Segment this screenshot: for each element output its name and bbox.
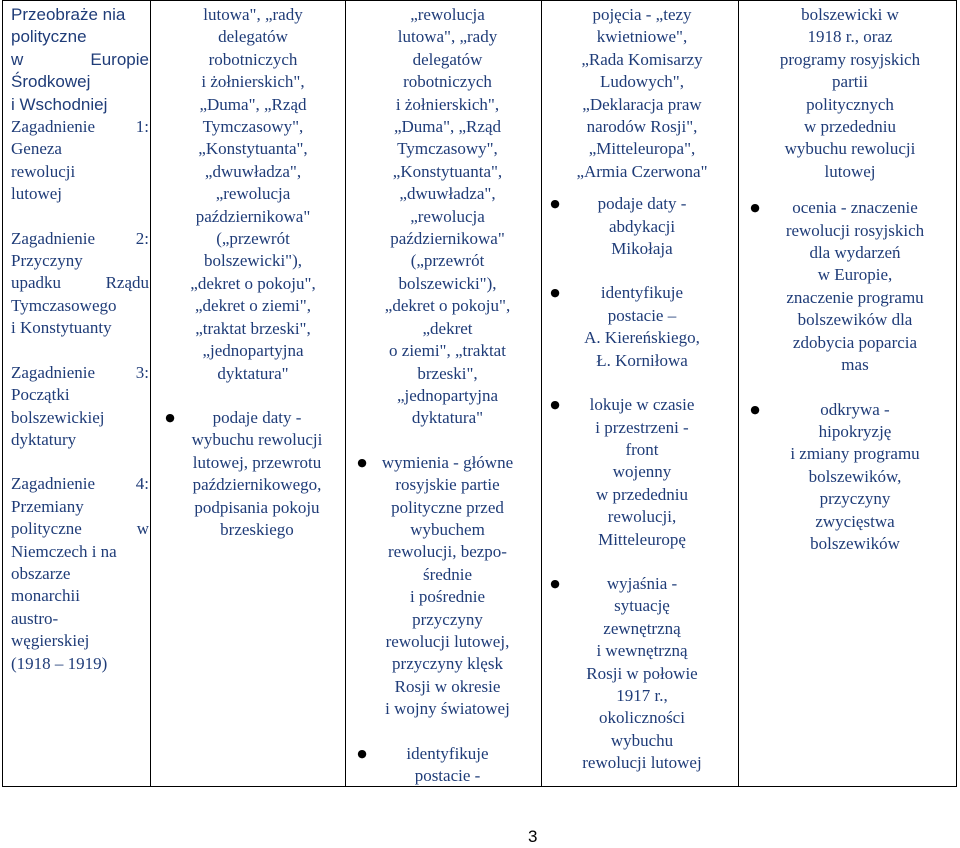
topic-line: monarchii	[11, 586, 80, 606]
bullet-item	[355, 452, 540, 721]
topic-line: austro-	[11, 608, 59, 628]
text-line: „rewolucja	[410, 5, 485, 24]
topic-word: 1:	[135, 117, 149, 137]
topic-line	[11, 518, 149, 540]
text-line: październikowego,	[192, 475, 322, 495]
topic-word: w	[136, 519, 149, 539]
text-line: i przestrzeni -	[595, 417, 689, 437]
text-line: znaczenie programu	[786, 287, 924, 307]
paragraph-gap	[11, 206, 149, 228]
text-line: dyktatura"	[411, 408, 484, 428]
topic-line: Środkowej	[11, 72, 91, 92]
text-line: „dekret o pokoju",	[190, 273, 316, 293]
topic-line: bolszewickiej	[11, 407, 105, 427]
topic-line: Początki	[11, 385, 70, 405]
requirements-column-good	[548, 4, 736, 775]
topic-line: lutowej	[11, 184, 62, 204]
bullet-icon: ●	[357, 746, 367, 760]
text-line: o ziemi", „traktat	[389, 341, 506, 361]
text-line: („przewrót	[410, 251, 485, 271]
topic-line: Niemczech i na	[11, 541, 117, 561]
text-line: mas	[841, 355, 869, 375]
text-line: „Konstytuanta",	[392, 161, 503, 181]
topic-word: polityczne	[11, 519, 82, 539]
text-line: podaje daty -	[212, 407, 302, 427]
bullet-icon: ●	[750, 201, 760, 215]
text-line: Mitteleuropę	[598, 529, 686, 549]
text-line: „rewolucja	[410, 206, 485, 226]
bullet-item	[744, 399, 956, 556]
text-line: przyczyny klęsk	[392, 654, 503, 674]
text-line: A. Kiereńskiego,	[584, 328, 700, 348]
text-line: „rewolucja	[215, 184, 291, 204]
text-line: bolszewików	[810, 533, 900, 553]
text-line: „Duma", „Rząd	[199, 94, 307, 114]
term-list	[355, 4, 540, 430]
text-line: i pośrednie	[409, 587, 486, 607]
text-line: Ludowych",	[600, 72, 684, 92]
text-line: lutowej	[824, 161, 876, 181]
topic-line: (1918 – 1919)	[11, 653, 108, 673]
text-line: październikowa"	[195, 206, 311, 226]
topic-line: i Wschodniej	[11, 94, 108, 114]
text-line: i żołnierskich",	[395, 94, 500, 114]
text-line: lokuje w czasie	[589, 395, 695, 415]
requirements-column-excellent	[744, 4, 956, 555]
text-line: postacie -	[414, 766, 481, 785]
text-line: postacie –	[607, 305, 677, 325]
topic-line	[11, 116, 149, 138]
text-line: i żołnierskich",	[201, 72, 305, 92]
topic-word: upadku	[11, 273, 62, 293]
bullet-icon: ●	[550, 197, 560, 211]
text-line: bolszewicki"),	[398, 273, 497, 293]
text-line: „dekret o ziemi",	[195, 296, 311, 316]
text-line: bolszewicki"),	[203, 251, 303, 271]
text-line: polityczne przed	[391, 497, 504, 517]
terms-column-basic	[163, 4, 343, 541]
text-line: („przewrót	[216, 229, 290, 249]
text-line: pojęcia - „tezy	[592, 5, 692, 24]
text-line: „Rada Komisarzy	[581, 49, 703, 69]
text-line: sytuację	[614, 596, 670, 616]
bullet-item	[548, 394, 736, 551]
topic-line: Tymczasowego	[11, 295, 117, 315]
bullet-item	[163, 407, 343, 541]
text-line: „Armia Czerwona"	[576, 161, 708, 181]
text-line: lutowa", „rady	[203, 5, 303, 24]
bullet-item	[548, 573, 736, 775]
topic-word: Europie	[90, 49, 149, 69]
text-line: „Duma", „Rząd	[393, 117, 501, 137]
text-line: „jednopartyjna	[202, 341, 304, 361]
text-line: przyczyny	[412, 609, 483, 629]
text-line: „dekret	[422, 318, 473, 338]
topic-word: 4:	[135, 474, 149, 494]
text-line: dyktatura"	[217, 363, 289, 383]
topic-line: i Konstytuanty	[11, 318, 112, 338]
text-line: w przededniu	[803, 117, 897, 137]
text-line: rewolucji, bezpo-	[388, 542, 507, 562]
text-line: wojenny	[612, 462, 672, 482]
column-divider	[738, 1, 739, 786]
text-line: wymienia - główne	[381, 452, 514, 472]
text-line: „Konstytuanta",	[198, 139, 308, 159]
topic-line	[11, 228, 149, 250]
page-number: 3	[528, 827, 538, 846]
text-line: podaje daty -	[597, 194, 687, 214]
topic-word: 2:	[135, 228, 149, 248]
text-line: delegatów	[412, 49, 483, 69]
term-list	[744, 4, 956, 183]
text-line: Tymczasowy",	[397, 139, 498, 159]
topic-line	[11, 362, 149, 384]
text-line: lutowej, przewrotu	[192, 452, 322, 472]
column-divider	[150, 1, 151, 786]
text-line: i zmiany programu	[790, 444, 920, 464]
topic-line: polityczne	[11, 27, 87, 47]
column-divider	[345, 1, 346, 786]
text-line: 1918 r., oraz	[807, 27, 893, 47]
text-line: „Deklaracja praw	[582, 94, 702, 114]
text-line: hipokryzję	[818, 421, 892, 441]
text-line: programy rosyjskich	[779, 49, 921, 69]
text-line: okoliczności	[599, 708, 685, 728]
text-line: rewolucji lutowej,	[385, 631, 510, 651]
text-line: rosyjskie partie	[395, 475, 500, 495]
topic-word: Zagadnienie	[11, 362, 96, 382]
text-line: wybuchu	[610, 730, 674, 750]
text-line: „dwuwładza",	[399, 184, 496, 204]
column-divider	[541, 1, 542, 786]
text-line: ocenia - znaczenie	[792, 198, 918, 218]
topic-line: rewolucji	[11, 161, 76, 181]
bullet-item	[355, 743, 540, 788]
topic-line	[11, 49, 149, 71]
topic-line	[11, 473, 149, 495]
topic-word: 3:	[135, 362, 149, 382]
text-line: Tymczasowy",	[202, 117, 304, 137]
text-line: odkrywa -	[820, 399, 890, 419]
text-line: i wewnętrzną	[596, 641, 688, 661]
text-line: rewolucji lutowej	[582, 753, 702, 773]
text-line: październikowa"	[390, 229, 505, 249]
text-line: identyfikuje	[406, 743, 489, 763]
topic-column	[11, 4, 149, 675]
text-line: bolszewików dla	[797, 310, 913, 330]
text-line: średnie	[422, 564, 473, 584]
text-line: identyfikuje	[600, 283, 684, 303]
text-line: w przededniu	[595, 484, 689, 504]
text-line: „jednopartyjna	[396, 385, 498, 405]
text-line: robotniczych	[208, 49, 298, 69]
text-line: narodów Rosji",	[586, 117, 698, 137]
bullet-icon: ●	[357, 455, 367, 469]
text-line: wybuchu rewolucji	[191, 430, 323, 450]
text-line: Rosji w okresie	[394, 676, 501, 696]
text-line: zdobycia poparcia	[792, 332, 918, 352]
topic-line: węgierskiej	[11, 631, 90, 651]
bullet-icon: ●	[550, 398, 560, 412]
topic-line: obszarze	[11, 563, 71, 583]
text-line: wybuchu rewolucji	[784, 139, 916, 159]
text-line: bolszewików,	[808, 466, 902, 486]
text-line: abdykacji	[608, 216, 676, 236]
topic-word: Rządu	[105, 273, 149, 293]
text-line: kwietniowe",	[596, 27, 688, 47]
bullet-item	[744, 197, 956, 376]
text-line: partii	[832, 72, 868, 92]
topic-line: Przemiany	[11, 496, 84, 516]
curriculum-table	[2, 0, 957, 787]
topic-line: Geneza	[11, 139, 62, 159]
topic-line	[11, 272, 149, 294]
text-line: front	[625, 439, 659, 459]
text-line: i wojny światowej	[385, 699, 510, 719]
text-line: politycznych	[806, 94, 894, 114]
text-line: „dwuwładza",	[204, 161, 302, 181]
text-line: Ł. Korniłowa	[596, 350, 688, 370]
bullet-icon: ●	[750, 402, 760, 416]
text-line: Mikołaja	[611, 239, 673, 259]
topic-line: Przeobrażе nia	[11, 5, 126, 24]
paragraph-gap	[11, 451, 149, 473]
bullet-item	[548, 193, 736, 260]
text-line: lutowa", „rady	[397, 27, 498, 47]
topic-word: Zagadnienie	[11, 228, 96, 248]
text-line: „Mitteleuropa",	[588, 139, 696, 159]
terms-column-extended	[355, 4, 540, 787]
bullet-item	[548, 282, 736, 372]
bullet-icon: ●	[165, 410, 175, 424]
text-line: dla wydarzeń	[809, 243, 901, 263]
term-list	[163, 4, 343, 385]
text-line: zwycięstwa	[815, 511, 895, 531]
paragraph-gap	[11, 340, 149, 362]
text-line: podpisania pokoju	[194, 497, 320, 517]
text-line: „dekret o pokoju",	[384, 296, 511, 316]
text-line: rewolucji rosyjskich	[785, 220, 925, 240]
text-line: delegatów	[218, 27, 288, 47]
text-line: „traktat brzeski",	[195, 318, 311, 338]
text-line: zewnętrzną	[603, 618, 681, 638]
text-line: w Europie,	[817, 265, 893, 285]
text-line: brzeskiego	[220, 519, 294, 539]
topic-word: Zagadnienie	[11, 117, 96, 137]
term-list	[548, 4, 736, 183]
text-line: robotniczych	[403, 72, 492, 92]
bullet-icon: ●	[550, 286, 560, 300]
topic-line: Przyczyny	[11, 251, 83, 271]
topic-line: dyktatury	[11, 429, 77, 449]
text-line: bolszewicki w	[801, 5, 899, 24]
text-line: 1917 r.,	[616, 685, 668, 705]
text-line: Rosji w połowie	[586, 663, 698, 683]
topic-word: Zagadnienie	[11, 474, 96, 494]
text-line: wyjaśnia -	[606, 573, 678, 593]
bullet-icon: ●	[550, 576, 560, 590]
topic-word: w	[11, 49, 24, 69]
text-line: rewolucji,	[607, 507, 677, 527]
text-line: wybuchem	[410, 519, 485, 539]
text-line: brzeski",	[417, 363, 478, 383]
text-line: przyczyny	[819, 489, 891, 509]
